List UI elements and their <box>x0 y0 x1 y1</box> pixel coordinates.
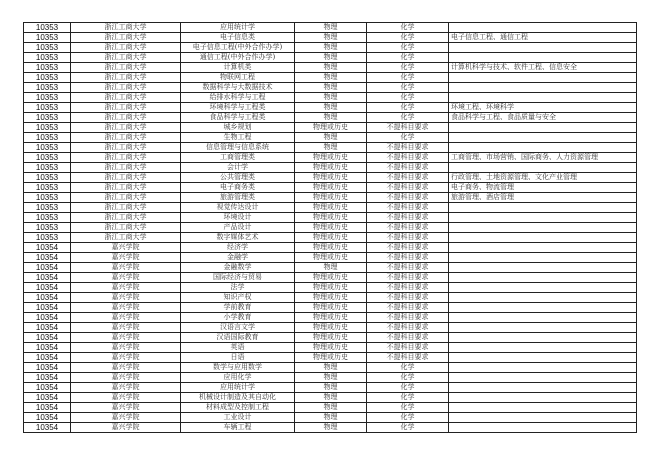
second-subject-cell: 化学 <box>367 413 449 423</box>
first-subject-cell: 物理或历史 <box>295 293 367 303</box>
included-majors-cell <box>449 93 637 103</box>
table-row <box>24 183 637 193</box>
second-subject-cell: 不提科目要求 <box>367 333 449 343</box>
second-subject-cell: 不提科目要求 <box>367 353 449 363</box>
table-row <box>24 73 637 83</box>
first-subject-cell: 物理或历史 <box>295 213 367 223</box>
school-code-cell: 10353 <box>24 233 71 243</box>
major-name-cell: 食品科学与工程类 <box>181 113 295 123</box>
table-row <box>24 363 637 373</box>
school-code-cell: 10354 <box>24 243 71 253</box>
school-name-cell: 嘉兴学院 <box>71 273 181 283</box>
included-majors-cell <box>449 393 637 403</box>
included-majors-cell <box>449 303 637 313</box>
first-subject-cell: 物理 <box>295 93 367 103</box>
school-name-cell: 嘉兴学院 <box>71 423 181 433</box>
table-body <box>24 23 637 433</box>
major-name-cell: 环境设计 <box>181 213 295 223</box>
school-name-cell: 浙江工商大学 <box>71 83 181 93</box>
included-majors-cell: 行政管理、土地资源管理、文化产业管理 <box>449 173 637 183</box>
school-name-cell: 嘉兴学院 <box>71 243 181 253</box>
table-row <box>24 383 637 393</box>
school-code-cell: 10353 <box>24 213 71 223</box>
school-code-cell: 10354 <box>24 283 71 293</box>
table-row <box>24 253 637 263</box>
major-name-cell: 日语 <box>181 353 295 363</box>
school-name-cell: 嘉兴学院 <box>71 413 181 423</box>
table-row <box>24 173 637 183</box>
included-majors-cell: 工商管理、市场营销、国际商务、人力资源管理 <box>449 153 637 163</box>
major-name-cell: 国际经济与贸易 <box>181 273 295 283</box>
second-subject-cell: 不提科目要求 <box>367 293 449 303</box>
school-name-cell: 浙江工商大学 <box>71 153 181 163</box>
school-name-cell: 嘉兴学院 <box>71 323 181 333</box>
school-name-cell: 嘉兴学院 <box>71 303 181 313</box>
school-code-cell: 10354 <box>24 263 71 273</box>
table-row <box>24 43 637 53</box>
first-subject-cell: 物理或历史 <box>295 333 367 343</box>
second-subject-cell: 化学 <box>367 113 449 123</box>
school-code-cell: 10353 <box>24 23 71 33</box>
school-name-cell: 浙江工商大学 <box>71 193 181 203</box>
second-subject-cell: 不提科目要求 <box>367 203 449 213</box>
major-name-cell: 公共管理类 <box>181 173 295 183</box>
second-subject-cell: 不提科目要求 <box>367 243 449 253</box>
major-name-cell: 会计学 <box>181 163 295 173</box>
table-row <box>24 323 637 333</box>
table-row <box>24 93 637 103</box>
school-name-cell: 嘉兴学院 <box>71 333 181 343</box>
school-code-cell: 10354 <box>24 393 71 403</box>
school-code-cell: 10353 <box>24 133 71 143</box>
major-name-cell: 材料成型及控制工程 <box>181 403 295 413</box>
first-subject-cell: 物理 <box>295 113 367 123</box>
second-subject-cell: 化学 <box>367 383 449 393</box>
major-name-cell: 数字媒体艺术 <box>181 233 295 243</box>
second-subject-cell: 化学 <box>367 63 449 73</box>
second-subject-cell: 不提科目要求 <box>367 263 449 273</box>
school-code-cell: 10353 <box>24 83 71 93</box>
first-subject-cell: 物理或历史 <box>295 223 367 233</box>
included-majors-cell <box>449 83 637 93</box>
school-name-cell: 浙江工商大学 <box>71 73 181 83</box>
major-name-cell: 视觉传达设计 <box>181 203 295 213</box>
table-row <box>24 133 637 143</box>
second-subject-cell: 不提科目要求 <box>367 163 449 173</box>
first-subject-cell: 物理或历史 <box>295 183 367 193</box>
table-row <box>24 153 637 163</box>
first-subject-cell: 物理或历史 <box>295 123 367 133</box>
table-row <box>24 303 637 313</box>
major-name-cell: 产品设计 <box>181 223 295 233</box>
first-subject-cell: 物理或历史 <box>295 203 367 213</box>
school-name-cell: 浙江工商大学 <box>71 163 181 173</box>
second-subject-cell: 化学 <box>367 403 449 413</box>
first-subject-cell: 物理或历史 <box>295 343 367 353</box>
second-subject-cell: 化学 <box>367 423 449 433</box>
first-subject-cell: 物理或历史 <box>295 163 367 173</box>
included-majors-cell: 计算机科学与技术、软件工程、信息安全 <box>449 63 637 73</box>
second-subject-cell: 化学 <box>367 363 449 373</box>
included-majors-cell <box>449 413 637 423</box>
school-name-cell: 浙江工商大学 <box>71 93 181 103</box>
school-name-cell: 嘉兴学院 <box>71 383 181 393</box>
school-code-cell: 10353 <box>24 63 71 73</box>
school-code-cell: 10353 <box>24 43 71 53</box>
first-subject-cell: 物理或历史 <box>295 243 367 253</box>
school-name-cell: 嘉兴学院 <box>71 363 181 373</box>
first-subject-cell: 物理 <box>295 103 367 113</box>
table-row <box>24 313 637 323</box>
school-code-cell: 10354 <box>24 403 71 413</box>
first-subject-cell: 物理 <box>295 143 367 153</box>
major-name-cell: 经济学 <box>181 243 295 253</box>
first-subject-cell: 物理 <box>295 413 367 423</box>
major-name-cell: 金融学 <box>181 253 295 263</box>
table-row <box>24 83 637 93</box>
included-majors-cell <box>449 403 637 413</box>
school-name-cell: 浙江工商大学 <box>71 53 181 63</box>
included-majors-cell <box>449 363 637 373</box>
major-name-cell: 电子信息类 <box>181 33 295 43</box>
second-subject-cell: 化学 <box>367 133 449 143</box>
school-code-cell: 10354 <box>24 253 71 263</box>
first-subject-cell: 物理或历史 <box>295 193 367 203</box>
included-majors-cell: 旅游管理、酒店管理 <box>449 193 637 203</box>
table-row <box>24 53 637 63</box>
school-code-cell: 10353 <box>24 203 71 213</box>
major-name-cell: 物联网工程 <box>181 73 295 83</box>
major-name-cell: 电子商务类 <box>181 183 295 193</box>
school-code-cell: 10353 <box>24 143 71 153</box>
included-majors-cell: 环境工程、环境科学 <box>449 103 637 113</box>
school-code-cell: 10354 <box>24 383 71 393</box>
school-name-cell: 浙江工商大学 <box>71 233 181 243</box>
second-subject-cell: 不提科目要求 <box>367 303 449 313</box>
major-name-cell: 数学与应用数学 <box>181 363 295 373</box>
school-name-cell: 浙江工商大学 <box>71 223 181 233</box>
school-code-cell: 10353 <box>24 153 71 163</box>
second-subject-cell: 不提科目要求 <box>367 193 449 203</box>
school-name-cell: 嘉兴学院 <box>71 373 181 383</box>
included-majors-cell <box>449 323 637 333</box>
table-row <box>24 343 637 353</box>
school-code-cell: 10354 <box>24 313 71 323</box>
school-name-cell: 浙江工商大学 <box>71 213 181 223</box>
major-name-cell: 汉语国际教育 <box>181 333 295 343</box>
school-code-cell: 10353 <box>24 223 71 233</box>
school-code-cell: 10354 <box>24 343 71 353</box>
school-code-cell: 10354 <box>24 303 71 313</box>
included-majors-cell <box>449 253 637 263</box>
second-subject-cell: 化学 <box>367 373 449 383</box>
included-majors-cell: 食品科学与工程、食品质量与安全 <box>449 113 637 123</box>
major-name-cell: 环境科学与工程类 <box>181 103 295 113</box>
school-code-cell: 10353 <box>24 33 71 43</box>
first-subject-cell: 物理或历史 <box>295 323 367 333</box>
school-code-cell: 10353 <box>24 183 71 193</box>
school-name-cell: 浙江工商大学 <box>71 173 181 183</box>
second-subject-cell: 不提科目要求 <box>367 143 449 153</box>
included-majors-cell <box>449 143 637 153</box>
second-subject-cell: 不提科目要求 <box>367 173 449 183</box>
included-majors-cell <box>449 23 637 33</box>
school-code-cell: 10353 <box>24 73 71 83</box>
second-subject-cell: 化学 <box>367 103 449 113</box>
table-row <box>24 203 637 213</box>
first-subject-cell: 物理 <box>295 73 367 83</box>
school-name-cell: 嘉兴学院 <box>71 353 181 363</box>
school-code-cell: 10353 <box>24 193 71 203</box>
school-code-cell: 10353 <box>24 113 71 123</box>
included-majors-cell <box>449 313 637 323</box>
major-name-cell: 生物工程 <box>181 133 295 143</box>
table-row <box>24 263 637 273</box>
included-majors-cell <box>449 383 637 393</box>
included-majors-cell <box>449 133 637 143</box>
included-majors-cell <box>449 233 637 243</box>
included-majors-cell <box>449 283 637 293</box>
school-code-cell: 10353 <box>24 93 71 103</box>
school-name-cell: 浙江工商大学 <box>71 133 181 143</box>
first-subject-cell: 物理 <box>295 53 367 63</box>
major-name-cell: 给排水科学与工程 <box>181 93 295 103</box>
major-name-cell: 旅游管理类 <box>181 193 295 203</box>
second-subject-cell: 不提科目要求 <box>367 233 449 243</box>
school-code-cell: 10354 <box>24 323 71 333</box>
first-subject-cell: 物理或历史 <box>295 313 367 323</box>
table-row <box>24 223 637 233</box>
included-majors-cell <box>449 333 637 343</box>
school-name-cell: 嘉兴学院 <box>71 253 181 263</box>
included-majors-cell: 电子信息工程、通信工程 <box>449 33 637 43</box>
major-name-cell: 信息管理与信息系统 <box>181 143 295 153</box>
table-row <box>24 213 637 223</box>
included-majors-cell <box>449 43 637 53</box>
school-name-cell: 嘉兴学院 <box>71 283 181 293</box>
second-subject-cell: 不提科目要求 <box>367 123 449 133</box>
first-subject-cell: 物理或历史 <box>295 273 367 283</box>
second-subject-cell: 不提科目要求 <box>367 253 449 263</box>
included-majors-cell <box>449 213 637 223</box>
school-code-cell: 10354 <box>24 423 71 433</box>
table-row <box>24 373 637 383</box>
first-subject-cell: 物理或历史 <box>295 353 367 363</box>
first-subject-cell: 物理 <box>295 373 367 383</box>
included-majors-cell <box>449 223 637 233</box>
first-subject-cell: 物理 <box>295 83 367 93</box>
included-majors-cell <box>449 273 637 283</box>
table-row <box>24 143 637 153</box>
major-name-cell: 城乡规划 <box>181 123 295 133</box>
table-row <box>24 333 637 343</box>
school-code-cell: 10353 <box>24 103 71 113</box>
first-subject-cell: 物理或历史 <box>295 283 367 293</box>
school-name-cell: 嘉兴学院 <box>71 263 181 273</box>
table-row <box>24 273 637 283</box>
major-name-cell: 法学 <box>181 283 295 293</box>
school-code-cell: 10354 <box>24 333 71 343</box>
major-name-cell: 金融数学 <box>181 263 295 273</box>
second-subject-cell: 化学 <box>367 53 449 63</box>
first-subject-cell: 物理 <box>295 363 367 373</box>
table-row <box>24 423 637 433</box>
major-name-cell: 学前教育 <box>181 303 295 313</box>
major-name-cell: 工业设计 <box>181 413 295 423</box>
school-name-cell: 浙江工商大学 <box>71 103 181 113</box>
table-row <box>24 293 637 303</box>
major-name-cell: 数据科学与大数据技术 <box>181 83 295 93</box>
included-majors-cell <box>449 203 637 213</box>
included-majors-cell <box>449 263 637 273</box>
table-row <box>24 403 637 413</box>
first-subject-cell: 物理 <box>295 133 367 143</box>
second-subject-cell: 不提科目要求 <box>367 223 449 233</box>
school-name-cell: 嘉兴学院 <box>71 293 181 303</box>
school-code-cell: 10353 <box>24 123 71 133</box>
major-name-cell: 小学教育 <box>181 313 295 323</box>
table-row <box>24 33 637 43</box>
first-subject-cell: 物理 <box>295 33 367 43</box>
table-row <box>24 283 637 293</box>
major-name-cell: 应用统计学 <box>181 383 295 393</box>
included-majors-cell: 电子商务、物流管理 <box>449 183 637 193</box>
second-subject-cell: 化学 <box>367 33 449 43</box>
included-majors-cell <box>449 53 637 63</box>
first-subject-cell: 物理 <box>295 383 367 393</box>
second-subject-cell: 化学 <box>367 43 449 53</box>
table-row <box>24 63 637 73</box>
second-subject-cell: 化学 <box>367 393 449 403</box>
included-majors-cell <box>449 123 637 133</box>
school-code-cell: 10354 <box>24 293 71 303</box>
school-name-cell: 浙江工商大学 <box>71 43 181 53</box>
school-code-cell: 10354 <box>24 373 71 383</box>
subject-requirements-table <box>23 22 637 433</box>
second-subject-cell: 不提科目要求 <box>367 283 449 293</box>
included-majors-cell <box>449 373 637 383</box>
table-row <box>24 413 637 423</box>
major-name-cell: 应用统计学 <box>181 23 295 33</box>
major-name-cell: 机械设计制造及其自动化 <box>181 393 295 403</box>
first-subject-cell: 物理 <box>295 263 367 273</box>
school-name-cell: 浙江工商大学 <box>71 143 181 153</box>
first-subject-cell: 物理 <box>295 23 367 33</box>
first-subject-cell: 物理或历史 <box>295 253 367 263</box>
included-majors-cell <box>449 163 637 173</box>
second-subject-cell: 化学 <box>367 73 449 83</box>
second-subject-cell: 不提科目要求 <box>367 323 449 333</box>
major-name-cell: 应用化学 <box>181 373 295 383</box>
school-code-cell: 10354 <box>24 413 71 423</box>
school-name-cell: 嘉兴学院 <box>71 403 181 413</box>
school-code-cell: 10353 <box>24 163 71 173</box>
second-subject-cell: 化学 <box>367 93 449 103</box>
table-row <box>24 353 637 363</box>
school-code-cell: 10354 <box>24 363 71 373</box>
major-name-cell: 知识产权 <box>181 293 295 303</box>
school-name-cell: 浙江工商大学 <box>71 123 181 133</box>
first-subject-cell: 物理 <box>295 43 367 53</box>
second-subject-cell: 不提科目要求 <box>367 183 449 193</box>
school-code-cell: 10354 <box>24 353 71 363</box>
second-subject-cell: 不提科目要求 <box>367 343 449 353</box>
school-name-cell: 浙江工商大学 <box>71 203 181 213</box>
table-row <box>24 233 637 243</box>
second-subject-cell: 不提科目要求 <box>367 313 449 323</box>
major-name-cell: 电子信息工程(中外合作办学) <box>181 43 295 53</box>
major-name-cell: 计算机类 <box>181 63 295 73</box>
school-name-cell: 嘉兴学院 <box>71 343 181 353</box>
major-name-cell: 通信工程(中外合作办学) <box>181 53 295 63</box>
major-name-cell: 英语 <box>181 343 295 353</box>
school-name-cell: 浙江工商大学 <box>71 23 181 33</box>
school-name-cell: 浙江工商大学 <box>71 113 181 123</box>
first-subject-cell: 物理或历史 <box>295 173 367 183</box>
school-code-cell: 10353 <box>24 53 71 63</box>
school-name-cell: 嘉兴学院 <box>71 313 181 323</box>
first-subject-cell: 物理 <box>295 393 367 403</box>
second-subject-cell: 不提科目要求 <box>367 153 449 163</box>
second-subject-cell: 不提科目要求 <box>367 213 449 223</box>
first-subject-cell: 物理或历史 <box>295 153 367 163</box>
second-subject-cell: 化学 <box>367 83 449 93</box>
table-row <box>24 103 637 113</box>
school-name-cell: 浙江工商大学 <box>71 33 181 43</box>
included-majors-cell <box>449 73 637 83</box>
major-name-cell: 工商管理类 <box>181 153 295 163</box>
included-majors-cell <box>449 423 637 433</box>
school-code-cell: 10354 <box>24 273 71 283</box>
first-subject-cell: 物理 <box>295 403 367 413</box>
major-name-cell: 汉语言文学 <box>181 323 295 333</box>
table-row <box>24 113 637 123</box>
second-subject-cell: 化学 <box>367 23 449 33</box>
included-majors-cell <box>449 243 637 253</box>
table-row <box>24 393 637 403</box>
table-row <box>24 123 637 133</box>
table-row <box>24 23 637 33</box>
major-name-cell: 车辆工程 <box>181 423 295 433</box>
included-majors-cell <box>449 293 637 303</box>
first-subject-cell: 物理或历史 <box>295 303 367 313</box>
table-row <box>24 193 637 203</box>
school-name-cell: 嘉兴学院 <box>71 393 181 403</box>
school-name-cell: 浙江工商大学 <box>71 183 181 193</box>
table-row <box>24 243 637 253</box>
first-subject-cell: 物理或历史 <box>295 233 367 243</box>
school-name-cell: 浙江工商大学 <box>71 63 181 73</box>
first-subject-cell: 物理 <box>295 423 367 433</box>
included-majors-cell <box>449 353 637 363</box>
included-majors-cell <box>449 343 637 353</box>
table-row <box>24 163 637 173</box>
second-subject-cell: 不提科目要求 <box>367 273 449 283</box>
first-subject-cell: 物理 <box>295 63 367 73</box>
school-code-cell: 10353 <box>24 173 71 183</box>
